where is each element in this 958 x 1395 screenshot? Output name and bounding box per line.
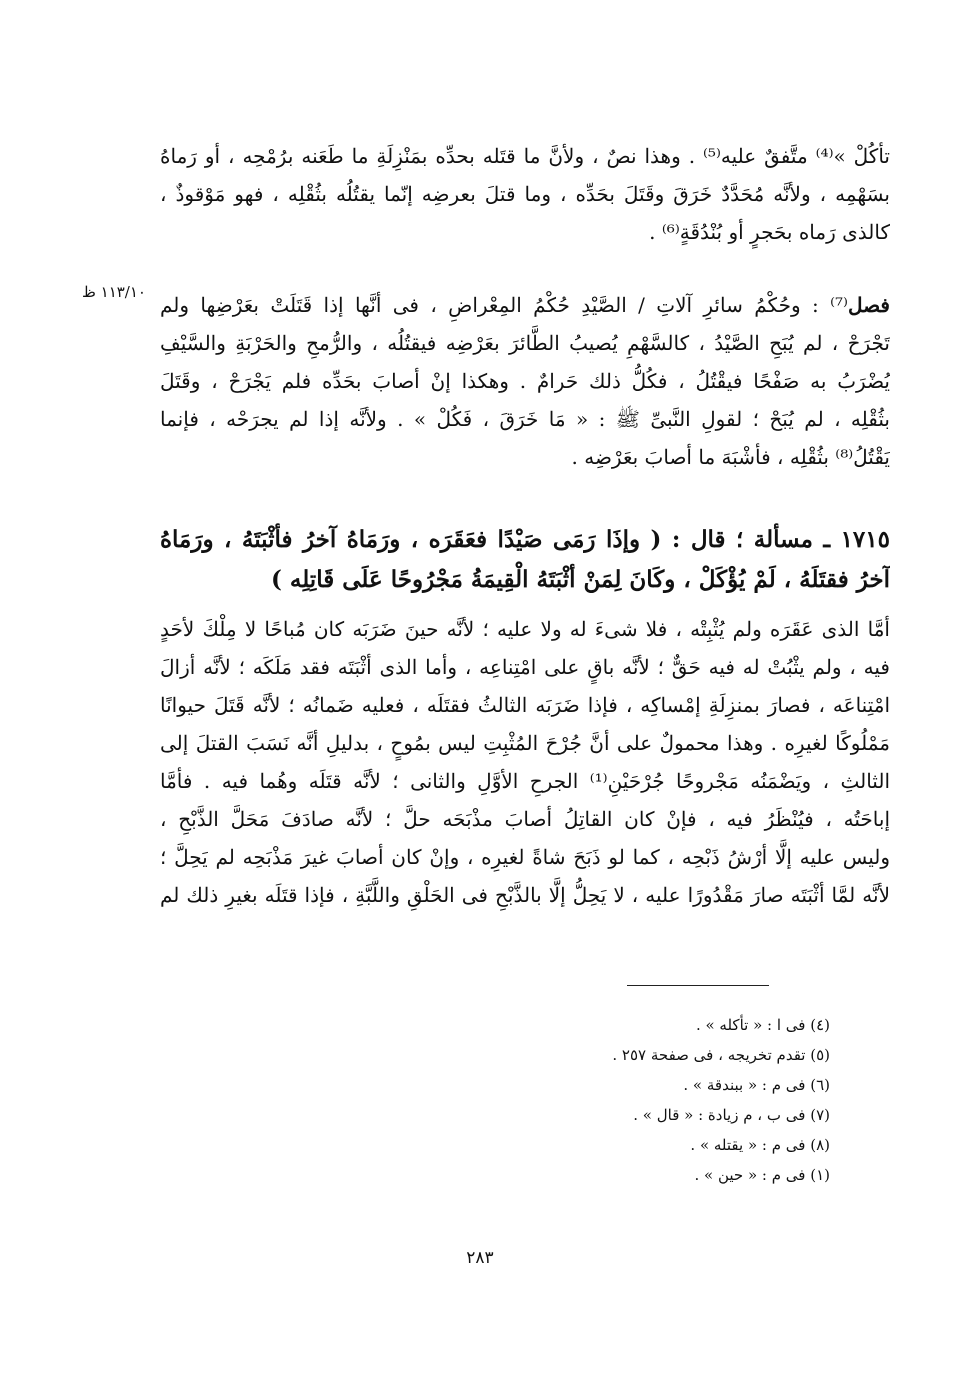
- paragraph-3: [160, 610, 890, 914]
- footnote: (٦) فى م : « ببندقة » .: [683, 1076, 830, 1094]
- heading-line: ١٧١٥ ـ مسألة ؛ قال : ( وإذَا رَمَى صَيْدًا فعَقَرَه ، ورَمَاهُ آخرُ فأثْبَتَهُ ، ورَمَاهُ: [160, 526, 890, 553]
- text-line: إباحَتُه ، فيُنْظَرُ فيه ، فإنْ كان القاتِلُ أصابَ مذْبَحَه حلَّ ؛ لأنَّه صادَفَ مَحَلَّ الذَّبْحِ ،: [160, 807, 890, 831]
- text-line: بثُقْلِه ، لم يُبَحْ ؛ لقولِ النَّبىِّ ﷺ : « مَا خَرَقَ ، فَكُلْ » . ولأنَّه إذا لم يجرَحْه ، فإنما: [160, 407, 890, 431]
- footnote: (١) فى م : « حين » .: [694, 1166, 830, 1184]
- footnote-separator: [627, 985, 769, 986]
- footnote: (٥) تقدم تخريجه ، فى صفحة ٢٥٧ .: [612, 1046, 830, 1064]
- text-line: مَمْلُوكًا لغيرِه . وهذا محمولٌ على أنَّ جُرْحَ المُثْبِتِ ليس بمُوحٍ ، بدليلِ أنَّه نَسَبَ القتلَ إلى: [160, 731, 890, 755]
- text-line: كالذى رَماه بحَجرٍ أو بُنْدُقَةٍ⁽⁶⁾ .: [649, 220, 890, 244]
- footnote: (٤) فى ا : « تأكله » .: [695, 1016, 830, 1034]
- text-line: تأكُلْ »⁽⁴⁾ متَّفقٌ عليه⁽⁵⁾ . وهذا نصٌ ، ولأنَّ ما قتَله بحدِّه بمَنْزِلَةِ ما طَعَنه برُمْحِه ، أو رَماهُ: [160, 144, 890, 168]
- text-line: وليس عليه إلَّا أرْشُ ذَبْحِه ، كما لو ذَبَحَ شاةً لغيرِه ، وإنْ كان أصابَ غيرَ مَذْبَحِه لم يَحِلَّ ؛: [160, 845, 890, 869]
- page-number: ٢٨٣: [466, 1248, 494, 1268]
- text-line: فيه ، ولم يثْبُتْ له فيه حَقٌّ ؛ لأنَّه باقٍ على امْتِناعِه ، وأما الذى أثْبَتَه فقد مَلَكَه ؛ لأنَّه أزالَ: [160, 655, 890, 679]
- text-line: لأنَّه لمَّا أثْبَتَه صارَ مَقْدُورًا عليه ، لا يَحِلُّ إلَّا بالذَّبْحِ فى الحَلْقِ واللَّبَّةِ ، فإذا قتَلَه بغيرِ ذلك لم: [160, 883, 890, 907]
- text-line: بسَهْمِه ، ولأنَّه مُحَدَّدٌ خَرَقَ وقَتَلَ بحَدِّه ، وما قتلَ بعرضِه إنّما يقتُلُه بثُقْلِه ، فهو مَوْقوذٌ ،: [160, 182, 890, 206]
- masala-heading: [160, 520, 890, 600]
- text-line: يُضْرَبُ به صَفْحًا فيقْتُلُ ، فكُلُّ ذلك حَرامٌ . وهكذا إنْ أصابَ بحَدِّه فلم يَجْرَحْ ، وقَتَلَ: [160, 369, 890, 393]
- text-line: أمَّا الذى عَقَرَه ولم يُثْبِتْه ، فلا شىءَ له ولا عليه ؛ لأنَّه حينَ ضَرَبَه كان مُباحًا لا مِلْكَ لأحَدٍ: [160, 617, 890, 641]
- text-line: يَقْتُلُ⁽⁸⁾ بثُقْلِه ، فأشْبَهَ ما أصابَ بعَرْضِه .: [571, 445, 890, 469]
- paragraph-2: [160, 286, 890, 476]
- heading-line: آخرُ فقتَلَهُ ، لَمْ يُؤْكَلْ ، وكَانَ لِمَنْ أثْبَتَهُ الْقِيمَةُ مَجْرُوحًا عَلَى قَاتِلِه ): [270, 566, 890, 593]
- text-line-fasl: [160, 286, 890, 324]
- footnote: (٧) فى ب ، م زيادة : « قال » .: [633, 1106, 830, 1124]
- footnotes: [500, 1010, 830, 1190]
- margin-folio-note: ١١٣/١٠ ظ: [82, 283, 146, 301]
- fasl-label: فصل: [847, 293, 890, 317]
- text-line: امْتِناعَه ، فصارَ بمنزِلَةِ إمْساكِه ، فإذا ضَرَبَه الثالثُ فقتَلَه ، فعليه ضَمانُه ؛ لأنَّه قَتَلَ حيوانًا: [160, 693, 890, 717]
- paragraph-1: [160, 137, 890, 251]
- fasl-text: ⁽⁷⁾ : وحُكْمُ سائرِ آلاتِ / الصَّيْدِ حُكْمُ المِعْراضِ ، فى أنَّها إذا قَتَلَتْ بعَرْضِها ولم: [160, 293, 848, 317]
- footnote: (٨) فى م : « يقتله » .: [690, 1136, 830, 1154]
- text-line: تَجْرَحْ ، لم يُبَحِ الصَّيْدُ ، كالسَّهْمِ يُصيبُ الطَّائرَ بعَرْضِه فيقتُلُه ، والرُّمحِ والحَرْبَةِ والسَّيْفِ: [160, 331, 890, 355]
- text-line: الثالثِ ، ويَضْمَنُه مَجْروحًا جُرْحَيْنِ⁽¹⁾ الجرحِ الأوَّلِ والثانى ؛ لأنَّه قتَلَه وهُما فيه . فأمَّا: [160, 769, 890, 793]
